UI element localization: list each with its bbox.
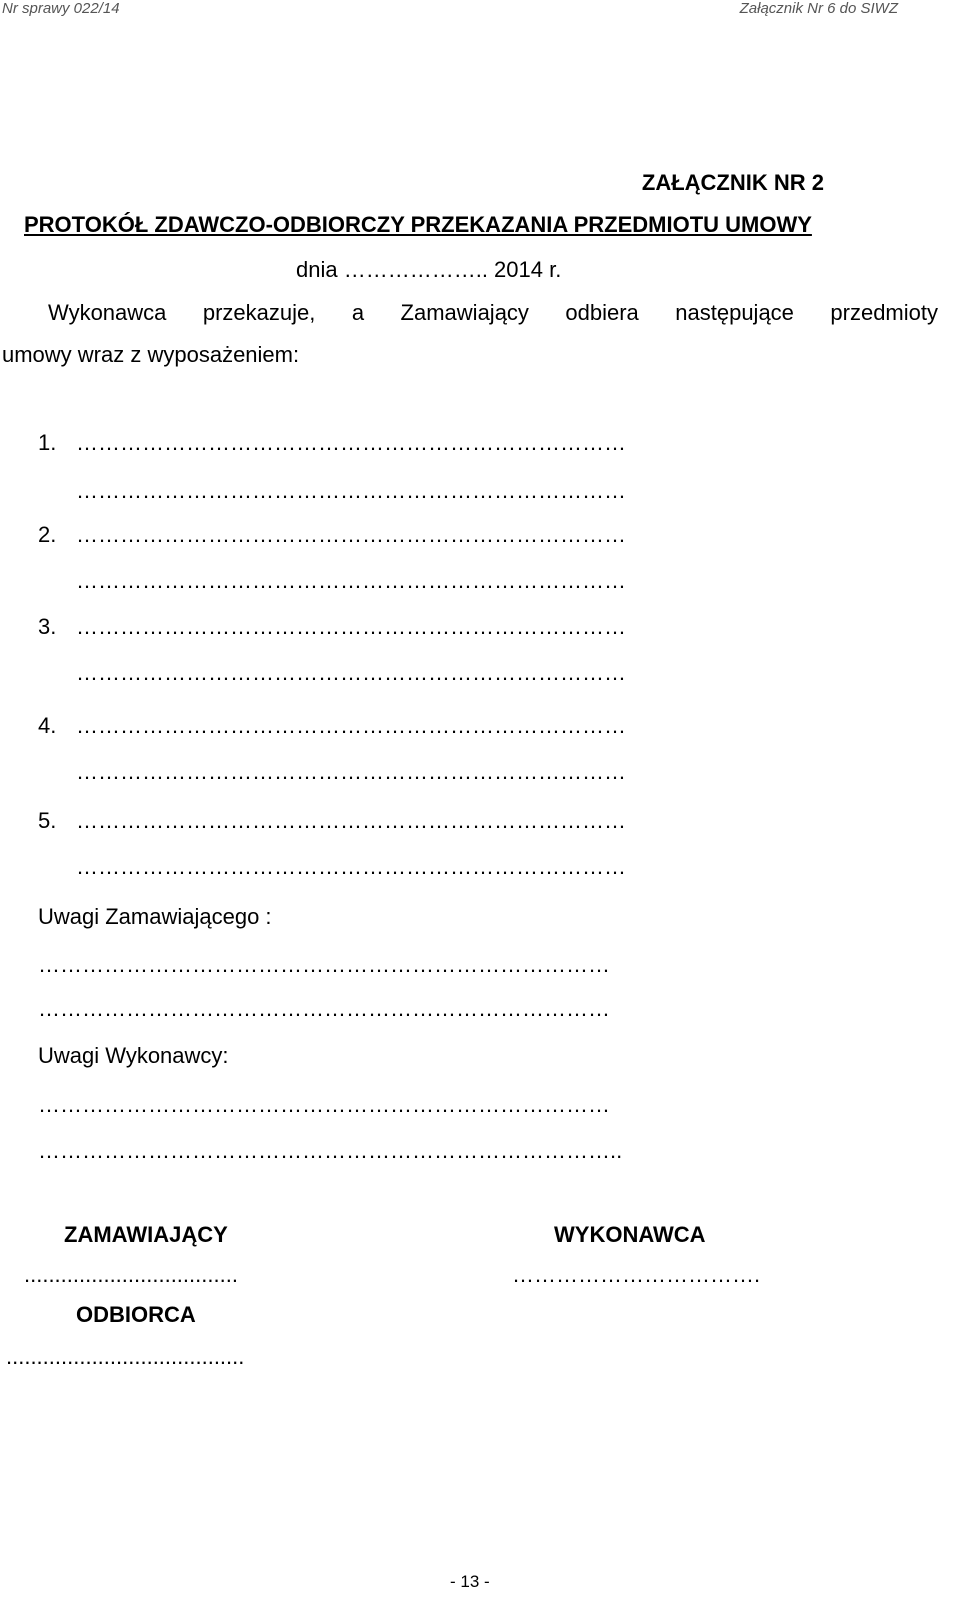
item-number: 5. — [38, 808, 57, 833]
item-number: 2. — [38, 522, 57, 547]
item-number: 3. — [38, 614, 57, 639]
recipient-signature-label: ODBIORCA — [76, 1302, 196, 1327]
remarks-contractor-label: Uwagi Wykonawcy: — [38, 1043, 229, 1068]
recipient-signature-line: ....................................... — [6, 1344, 245, 1369]
buyer-signature-label: ZAMAWIAJĄCY — [64, 1222, 228, 1247]
item-line: ………………………………………………………………… — [76, 808, 626, 833]
remarks-contractor-line: …………………………………………………………………… — [38, 1092, 610, 1117]
page-number: - 13 - — [450, 1572, 490, 1591]
remarks-buyer-line: …………………………………………………………………… — [38, 952, 610, 977]
attachment-reference: Załącznik Nr 6 do SIWZ — [739, 0, 898, 17]
item-number: 1. — [38, 430, 57, 455]
item-line: ………………………………………………………………… — [76, 614, 626, 639]
item-line: ………………………………………………………………… — [76, 522, 626, 547]
intro-line-2: umowy wraz z wyposażeniem: — [2, 342, 300, 367]
item-number: 4. — [38, 713, 57, 738]
date-line: dnia ……………….. 2014 r. — [296, 257, 562, 282]
item-line: ………………………………………………………………… — [76, 713, 626, 738]
buyer-signature-line: ................................... — [24, 1262, 238, 1287]
case-number: Nr sprawy 022/14 — [2, 0, 120, 17]
item-line: ………………………………………………………………… — [76, 478, 626, 503]
item-line: ………………………………………………………………… — [76, 660, 626, 685]
protocol-title: PROTOKÓŁ ZDAWCZO-ODBIORCZY PRZEKAZANIA PRZEDMIOTU UMOWY — [24, 212, 812, 237]
item-line: ………………………………………………………………… — [76, 854, 626, 879]
item-line: ………………………………………………………………… — [76, 759, 626, 784]
item-line: ………………………………………………………………… — [76, 568, 626, 593]
intro-line-1: Wykonawca przekazuje, a Zamawiający odbiera następujące przedmioty — [48, 300, 938, 325]
remarks-buyer-line: …………………………………………………………………… — [38, 996, 610, 1021]
contractor-signature-label: WYKONAWCA — [554, 1222, 706, 1247]
annex-title: ZAŁĄCZNIK NR 2 — [641, 170, 824, 195]
remarks-contractor-line: …………………………………………………………………….. — [38, 1138, 623, 1163]
contractor-signature-line: ……………………………. — [512, 1262, 761, 1287]
remarks-buyer-label: Uwagi Zamawiającego : — [38, 904, 272, 929]
item-line: ………………………………………………………………… — [76, 430, 626, 455]
